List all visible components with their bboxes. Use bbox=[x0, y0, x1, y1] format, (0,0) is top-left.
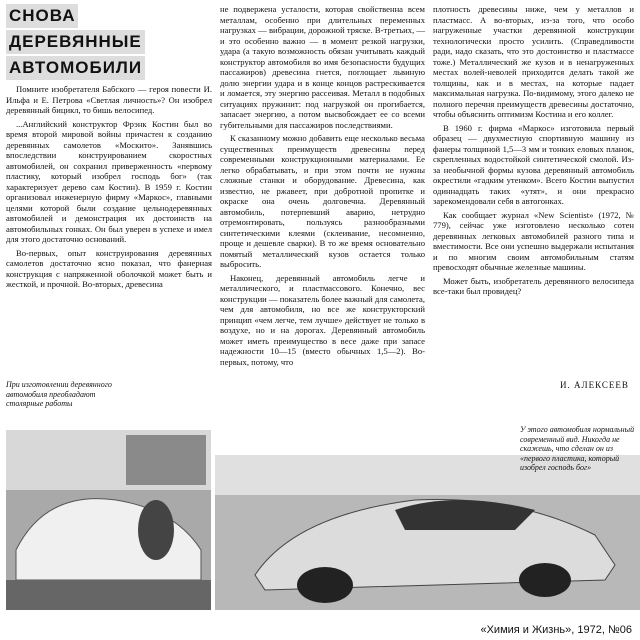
car-photo bbox=[215, 455, 640, 610]
text-column-1 bbox=[6, 84, 212, 293]
paragraph: ...Английский конструктор Фрэнк Костин был во время второй мировой войны причастен к созданию деревянных самолетов «Москито». Занявшись впоследствии конструированием скоростных автомобилей, он сохранил приверженность «первому пластику, который изобрел господь бог» (так характеризует дерево сам Костин). В 1959 г. Костин организовал инженерную фирму «Маркос», главными целями которой были создание цельнодеревянных автомобилей и демонстрация их достоинств на автомобильных гонках. Он был уверен в успехе и имел для этого достаточно оснований. bbox=[6, 118, 212, 244]
title-line: ДЕРЕВЯННЫЕ bbox=[6, 30, 145, 54]
source-credit: «Химия и Жизнь», 1972, №06 bbox=[480, 624, 632, 636]
workshop-illustration bbox=[6, 430, 211, 610]
paragraph: К сказанному можно добавить еще несколько весьма существенных преимуществ древесины перед современными конструкционными материалами. Ее легко обрабатывать, и при этом почти не нужны сложные станки и оборудование. Древесина, как известно, не ржавеет, при добротной пропитке и окраске она очень долговечна. Деревянный автомобиль, потерпевший аварию, нетрудно отремонтировать, пользуясь разнообразными синтетическими клеями (склеивание, несомненно, проще и дешевле сварки). В то же время основательно помятый металлический кузов остается только выбросить. bbox=[220, 133, 425, 269]
paragraph: Может быть, изобретатель деревянного велосипеда все-таки был провидец? bbox=[433, 275, 634, 296]
paragraph: Помните изобретателя Бабского — героя повести И. Ильфа и Е. Петрова «Светлая личность»? Он изобрел деревянный бицикл, то бишь велосипед. bbox=[6, 84, 212, 115]
paragraph: плотность древесины ниже, чем у металлов и пластмасс. А во-вторых, из-за того, что особо нагруженные участки деревянной конструкции технологически просто усилить. (Справедливости ради, надо сказать, что это достоинство и пластмассе тоже.) Металлический же кузов и в ненагруженных местах волей-неволей приходится делать такой же толщины, как и в местах, на которые падает максимальная нагрузка. По-видимому, этого далеко не полного перечня преимуществ древесины достаточно, чтобы объяснить оптимизм Костина и его коллег. bbox=[433, 4, 634, 119]
caption-left: При изготовлении деревянного автомобиля преобладают столярные работы bbox=[6, 380, 112, 408]
paragraph: В 1960 г. фирма «Маркос» изготовила первый образец — двухместную спортивную машину из фанеры толщиной 1,5—3 мм и тонких еловых планок, скрепленных водостойкой синтетической смолой. Из-за необычной формы кузова деревянный автомобиль окрестили «гадким утенком». Всего Костин выпустил одиннадцать таких «утят», и они прекрасно зарекомендовали себя в автогонках. bbox=[433, 122, 634, 206]
article-title bbox=[6, 4, 206, 82]
car-illustration bbox=[215, 455, 640, 610]
author-signature: И. АЛЕКСЕЕВ bbox=[560, 380, 629, 390]
paragraph: Как сообщает журнал «New Scientist» (1972, № 779), сейчас уже изготовлено несколько сотен деревянных легковых автомобилей разного типа и вместимости. Все они успешно выдержали испытания и по многим своим автомобильным статям превосходят обычные железные машины. bbox=[433, 209, 634, 272]
text-column-2 bbox=[220, 4, 425, 370]
paragraph: не подвержена усталости, которая свойственна всем металлам, особенно при длительных переменных нагрузках — вибрации, дорожной тряске. В-третьих, — и это особенно важно — в момент резкой нагрузки, удара (а такую возможность обязан учитывать каждый конструктор автомобиля во имя безопасности будущих пассажиров) древесина гнется, поглощает львиную долю энергии удара и в конце концов растрескивается и ломается, эту энергию рассеивая. Металл в подобных ситуациях пружинит: под нагрузкой он прогибается, запасает энергию, а потом высвобождает ее со всеми губительными для пассажиров последствиями. bbox=[220, 4, 425, 130]
text-column-3 bbox=[433, 4, 634, 300]
caption-right: У этого автомобиля нормальный современный вид. Никогда не скажешь, что сделан он из «первого пластика, который изобрел господь бог» bbox=[520, 425, 635, 472]
title-line: АВТОМОБИЛИ bbox=[6, 56, 145, 80]
title-line: СНОВА bbox=[6, 4, 78, 28]
workshop-photo bbox=[6, 430, 211, 610]
paragraph: Наконец, деревянный автомобиль легче и металлического, и пластмассового. Конечно, вес конструкции — показатель более важный для самолета, чем для автомобиля, но все же конструкторский принцип «чем легче, тем лучше» действует не только в воздухе, но и на дорогах. Деревянный автомобиль может иметь преимущество в весе даже при запасе надежности 10—15 (вместо обычных 1,5—2). Во-первых, потому, что bbox=[220, 272, 425, 367]
paragraph: Во-первых, опыт конструирования деревянных самолетов достаточно ясно показал, что фанерная конструкция с напряженной оболочкой может быть и жесткой, и прочной. Во-вторых, древесина bbox=[6, 247, 212, 289]
